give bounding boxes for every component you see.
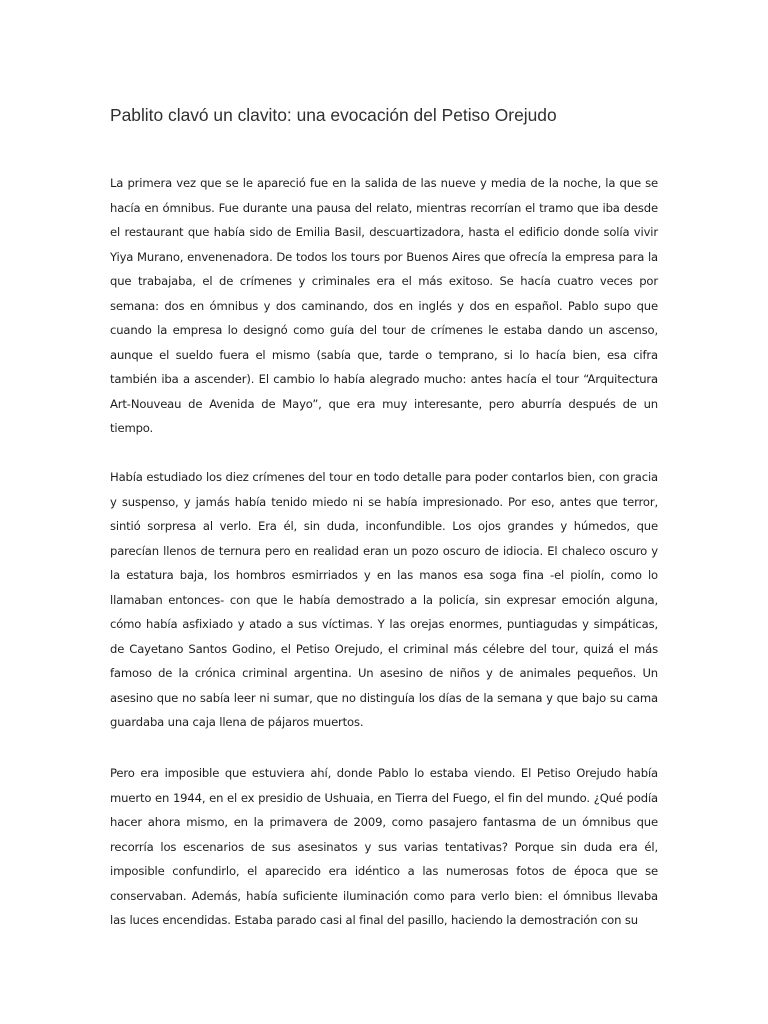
paragraph-2: Había estudiado los diez crímenes del tour en todo detalle para poder contarlos bien, con gracia y suspenso, y jamás había tenido miedo ni se había impresionado. Por eso, antes que terror, sintió sorpresa al verlo. Era él, sin duda, inconfundible. Los ojos grandes y húmedos, que parecían llenos de ternura pero en realidad eran un pozo oscuro de idiocia. El chaleco oscuro y la estatura baja, los hombros esmirriados y en las manos esa soga fina -el piolín, como lo llamaban entonces- con que le había demostrado a la policía, sin expresar emoción alguna, cómo había asfixiado y atado a sus víctimas. Y las orejas enormes, puntiagudas y simpáticas, de Cayetano Santos Godino, el Petiso Orejudo, el criminal más célebre del tour, quizá el más famoso de la crónica criminal argentina. Un asesino de niños y de animales pequeños. Un asesino que no sabía leer ni sumar, que no distinguía los días de la semana y que bajo su cama guardaba una caja llena de pájaros muertos.: [110, 470, 658, 729]
document-title: Pablito clavó un clavito: una evocación del Petiso Orejudo: [110, 105, 557, 125]
paragraph-3: Pero era imposible que estuviera ahí, donde Pablo lo estaba viendo. El Petiso Orejudo había muerto en 1944, en el ex presidio de Ushuaia, en Tierra del Fuego, el fin del mundo. ¿Qué podía hacer ahora mismo, en la primavera de 2009, como pasajero fantasma de un ómnibus que recorría los escenarios de sus asesinatos y sus varias tentativas? Porque sin duda era él, imposible confundirlo, el aparecido era idéntico a las numerosas fotos de época que se conservaban. Además, había suficiente iluminación como para verlo bien: el ómnibus llevaba las luces encendidas. Estaba parado casi al final del pasillo, haciendo la demostración con su: [110, 766, 658, 927]
paragraph-1: La primera vez que se le apareció fue en la salida de las nueve y media de la noche, la que se hacía en ómnibus. Fue durante una pausa del relato, mientras recorrían el tramo que iba desde el restaurant que había sido de Emilia Basil, descuartizadora, hasta el edificio donde solía vivir Yiya Murano, envenenadora. De todos los tours por Buenos Aires que ofrecía la empresa para la que trabajaba, el de crímenes y criminales era el más exitoso. Se hacía cuatro veces por semana: dos en ómnibus y dos caminando, dos en inglés y dos en español. Pablo supo que cuando la empresa lo designó como guía del tour de crímenes le estaba dando un ascenso, aunque el sueldo fuera el mismo (sabía que, tarde o temprano, si lo hacía bien, esa cifra también iba a ascender). El cambio lo había alegrado mucho: antes hacía el tour “Arquitectura Art-Nouveau de Avenida de Mayo”, que era muy interesante, pero aburría después de un tiempo.: [110, 176, 658, 435]
